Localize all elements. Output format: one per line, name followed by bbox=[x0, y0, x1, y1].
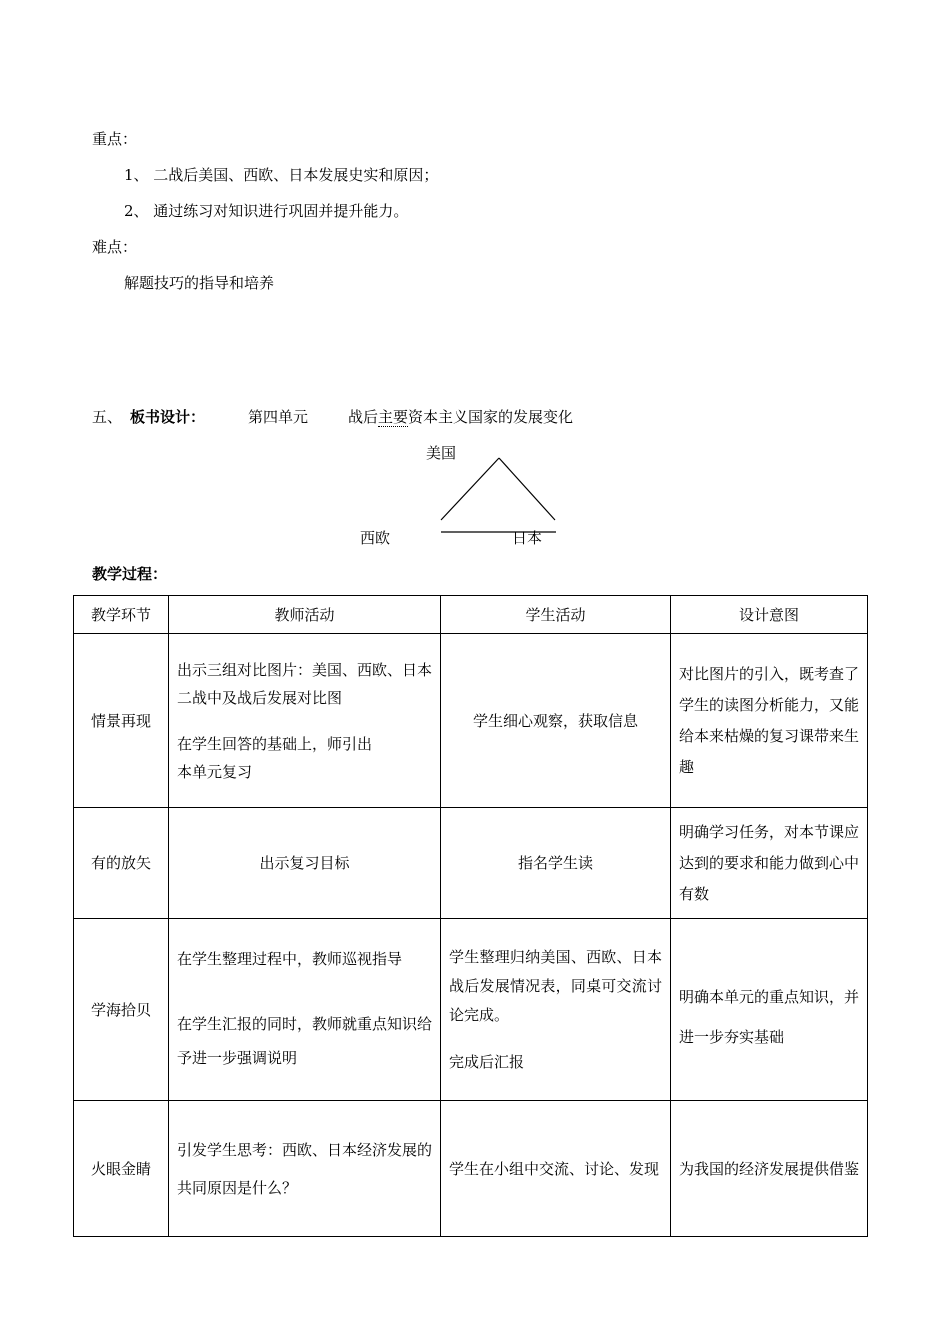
teacher-line: 本单元复习 bbox=[177, 762, 253, 781]
table-row bbox=[74, 808, 868, 919]
header-intent: 设计意图 bbox=[671, 596, 868, 634]
header-student: 学生活动 bbox=[441, 596, 671, 634]
board-unit: 第四单元 bbox=[248, 408, 309, 426]
teacher-cell bbox=[169, 919, 441, 1101]
teacher-cell: 引发学生思考：西欧、日本经济发展的共同原因是什么？ bbox=[169, 1101, 441, 1237]
teacher-line: 在学生汇报的同时，教师就重点知识给予进一步强调说明 bbox=[177, 1014, 433, 1067]
stage-cell: 情景再现 bbox=[74, 634, 169, 808]
triangle-right-edge bbox=[499, 458, 555, 520]
difficulty-heading: 难点： bbox=[92, 238, 138, 256]
intent-cell: 明确学习任务，对本节课应达到的要求和能力做到心中有数 bbox=[671, 808, 868, 919]
table-row bbox=[74, 634, 868, 808]
board-number: 五、 bbox=[92, 408, 123, 426]
table-row bbox=[74, 1101, 868, 1237]
table-header-row bbox=[74, 596, 868, 634]
student-cell: 学生细心观察，获取信息 bbox=[441, 634, 671, 808]
board-label: 板书设计： bbox=[130, 408, 206, 426]
stage-cell: 学海拾贝 bbox=[74, 919, 169, 1101]
board-title-pre: 战后 bbox=[348, 408, 379, 426]
student-line: 学生整理归纳美国、西欧、日本战后发展情况表，同桌可交流讨论完成。 bbox=[449, 948, 662, 1024]
teacher-line: 出示三组对比图片：美国、西欧、日本二战中及战后发展对比图 bbox=[177, 660, 433, 707]
board-top-label: 美国 bbox=[426, 444, 457, 462]
process-table bbox=[73, 595, 868, 1237]
header-stage: 教学环节 bbox=[74, 596, 169, 634]
board-title-post: 资本主义国家的发展变化 bbox=[408, 408, 574, 426]
header-teacher: 教师活动 bbox=[169, 596, 441, 634]
board-title bbox=[348, 406, 573, 427]
teacher-cell: 出示复习目标 bbox=[169, 808, 441, 919]
teacher-line: 在学生回答的基础上，师引出 bbox=[177, 734, 373, 753]
student-cell bbox=[441, 919, 671, 1101]
stage-cell: 有的放矢 bbox=[74, 808, 169, 919]
intent-cell: 对比图片的引入，既考查了学生的读图分析能力，又能给本来枯燥的复习课带来生趣 bbox=[671, 634, 868, 808]
focus-item-2: 2、 通过练习对知识进行巩固并提升能力。 bbox=[124, 202, 409, 220]
board-triangle bbox=[430, 452, 570, 536]
board-title-mark: 主要 bbox=[378, 408, 409, 426]
intent-cell: 为我国的经济发展提供借鉴 bbox=[671, 1101, 868, 1237]
table-row bbox=[74, 919, 868, 1101]
stage-cell: 火眼金睛 bbox=[74, 1101, 169, 1237]
difficulty-text: 解题技巧的指导和培养 bbox=[124, 274, 275, 292]
teacher-cell bbox=[169, 634, 441, 808]
student-line: 完成后汇报 bbox=[449, 1053, 525, 1071]
triangle-left-edge bbox=[441, 458, 499, 520]
focus-heading: 重点： bbox=[92, 130, 138, 148]
board-right-label: 日本 bbox=[512, 529, 543, 547]
focus-item-1: 1、 二战后美国、西欧、日本发展史实和原因； bbox=[124, 166, 439, 184]
student-cell: 学生在小组中交流、讨论、发现 bbox=[441, 1101, 671, 1237]
teacher-line: 在学生整理过程中，教师巡视指导 bbox=[177, 949, 403, 968]
intent-cell: 明确本单元的重点知识，并进一步夯实基础 bbox=[679, 987, 860, 1046]
board-left-label: 西欧 bbox=[360, 529, 391, 547]
process-heading: 教学过程： bbox=[92, 565, 168, 583]
student-cell: 指名学生读 bbox=[441, 808, 671, 919]
